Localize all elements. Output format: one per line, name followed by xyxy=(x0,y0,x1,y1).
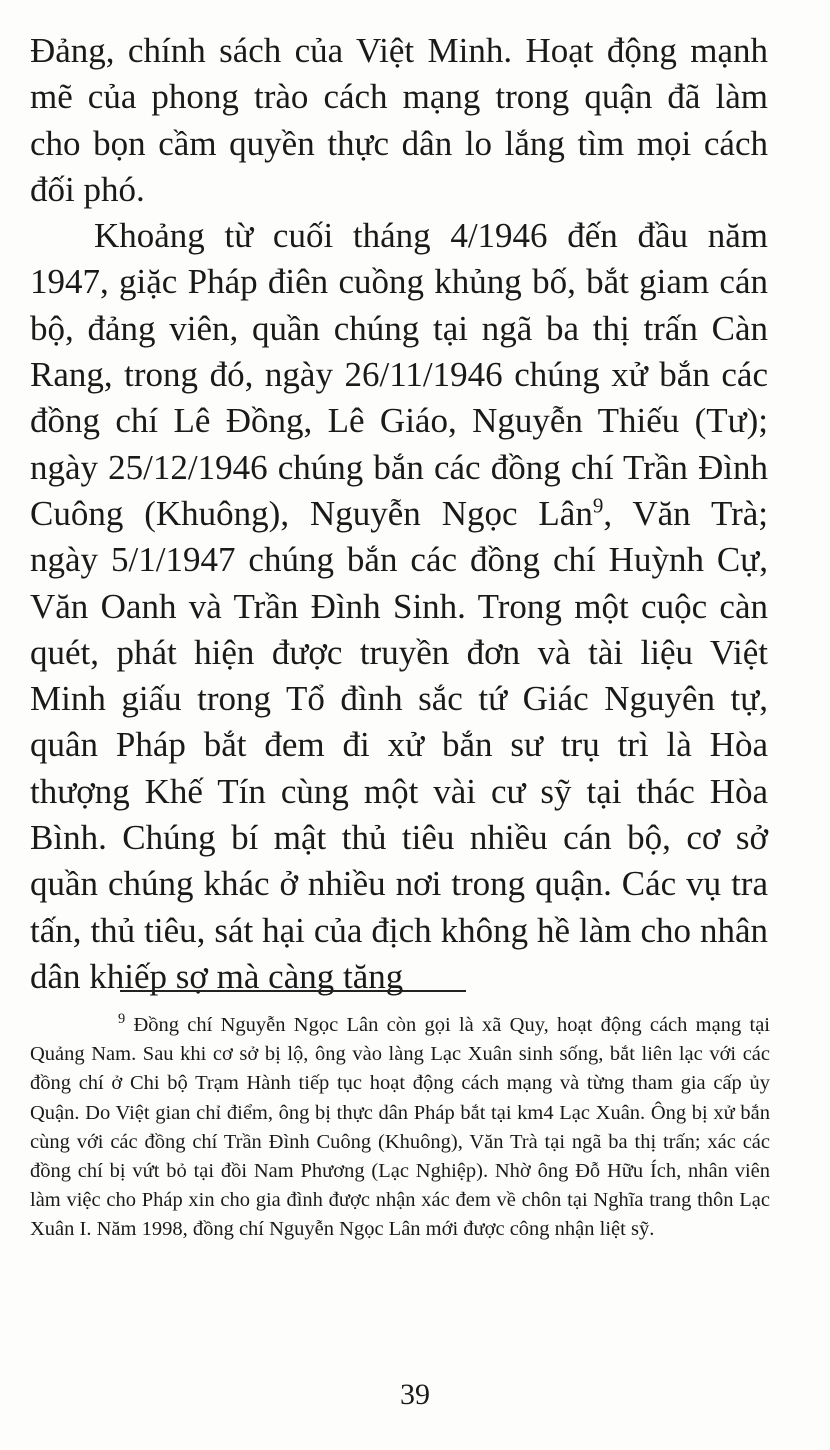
footnote-separator xyxy=(120,990,466,992)
footnote-marker: 9 xyxy=(118,1011,126,1028)
paragraph-2 xyxy=(30,213,768,1000)
paragraph-2-part-2: , Văn Trà; ngày 5/1/1947 chúng bắn các đồng chí Huỳnh Cự, Văn Oanh và Trần Đình Sinh. Trong một cuộc càn quét, phát hiện được truyền đơn và tài liệu Việt Minh giấu trong Tổ đình sắc tứ Giác Nguyên tự, quân Pháp bắt đem đi xử bắn sư trụ trì là Hòa thượng Khế Tín cùng một vài cư sỹ tại thác Hòa Bình. Chúng bí mật thủ tiêu nhiều cán bộ, cơ sở quần chúng khác ở nhiều nơi trong quận. Các vụ tra tấn, thủ tiêu, sát hại của địch không hề làm cho nhân dân khiếp sợ mà càng tăng xyxy=(30,493,769,996)
footnote xyxy=(30,1011,770,1245)
body-text xyxy=(30,28,768,1000)
paragraph-2-part-1: Khoảng từ cuối tháng 4/1946 đến đầu năm 1947, giặc Pháp điên cuồng khủng bố, bắt giam cán bộ, đảng viên, quần chúng tại ngã ba thị trấn Càn Rang, trong đó, ngày 26/11/1946 chúng xử bắn các đồng chí Lê Đồng, Lê Giáo, Nguyễn Thiếu (Tư); ngày 25/12/1946 chúng bắn các đồng chí Trần Đình Cuông (Khuông), Nguyễn Ngọc Lân xyxy=(30,216,768,533)
footnote-reference: 9 xyxy=(592,493,604,518)
footnote-text: Đồng chí Nguyễn Ngọc Lân còn gọi là xã Quy, hoạt động cách mạng tại Quảng Nam. Sau khi cơ sở bị lộ, ông vào làng Lạc Xuân sinh sống, bắt liên lạc với các đồng chí ở Chi bộ Trạm Hành tiếp tục hoạt động cách mạng và từng tham gia cấp ủy Quận. Do Việt gian chỉ điểm, ông bị thực dân Pháp bắt tại km4 Lạc Xuân. Ông bị xử bắn cùng với các đồng chí Trần Đình Cuông (Khuông), Văn Trà tại ngã ba thị trấn; xác các đồng chí bị vứt bỏ tại đồi Nam Phương (Lạc Nghiệp). Nhờ ông Đỗ Hữu Ích, nhân viên làm việc cho Pháp xin cho gia đình được nhận xác đem về chôn tại Nghĩa trang thôn Lạc Xuân I. Năm 1998, đồng chí Nguyễn Ngọc Lân mới được công nhận liệt sỹ. xyxy=(30,1014,770,1241)
paragraph-1: Đảng, chính sách của Việt Minh. Hoạt động mạnh mẽ của phong trào cách mạng trong quận đã làm cho bọn cầm quyền thực dân lo lắng tìm mọi cách đối phó. xyxy=(30,31,768,209)
page-number: 39 xyxy=(400,1378,430,1411)
